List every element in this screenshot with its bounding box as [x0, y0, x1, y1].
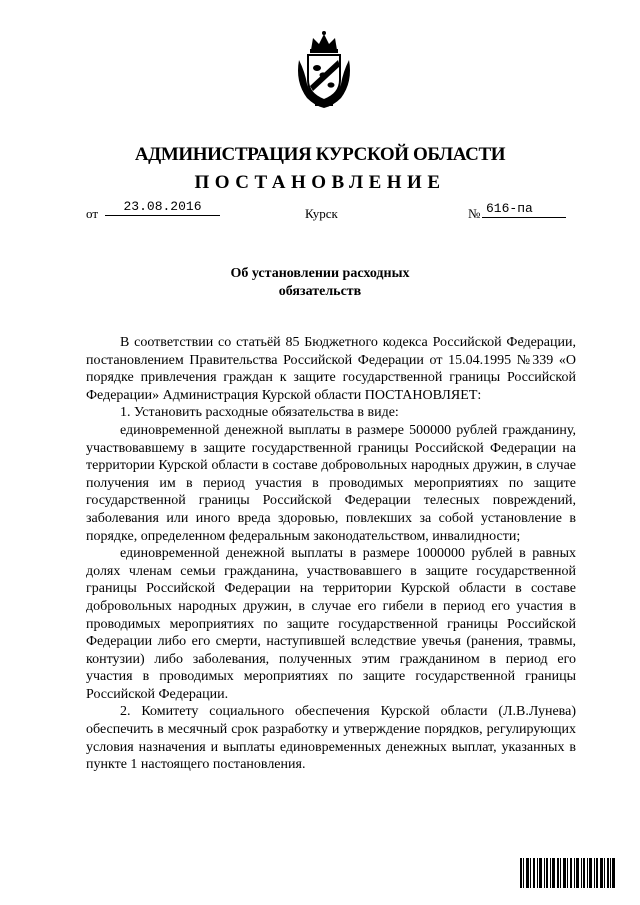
organization-title: АДМИНИСТРАЦИЯ КУРСКОЙ ОБЛАСТИ	[134, 144, 506, 165]
date-prefix: от	[86, 206, 99, 221]
body-paragraph: В соответствии со статьёй 85 Бюджетного кодекса Российской Федерации, постановлением Правительства Российской Федерации от 15.04.1995 №339 «О порядке привлечения граждан к защите государственной границы Российской Федерации» Администрация Курской области ПОСТАНОВЛЯЕТ:	[86, 335, 576, 403]
document-type-title: ПОСТАНОВЛЕНИЕ	[194, 172, 446, 193]
document-subject	[0, 265, 640, 301]
subject-line-2: обязательств	[278, 284, 362, 299]
body-paragraph: единовременной денежной выплаты в размере 500000 рублей гражданину, участвовавшему в защите государственной границы Российской Федерации на территории Курской области в составе добровольных народных дружин, в случае получения им в период участия в проводимых мероприятиях по защите государственной границы Российской Федерации телесных повреждений, заболевания или иного вреда здоровью, повлекших за собой установление в порядке, определенном федеральным законодательством, инвалидности;	[86, 422, 576, 544]
body-paragraph: 2. Комитету социального обеспечения Курской области (Л.В.Лунева) обеспечить в месячный срок разработку и утверждение порядков, регулирующих условия назначения и выплаты единовременных денежных выплат, указанных в пункте 1 настоящего постановления.	[86, 704, 576, 773]
barcode-icon	[520, 858, 615, 888]
subject-line-1: Об установлении расходных	[230, 266, 410, 281]
document-number: 616-па	[482, 201, 566, 218]
body-paragraph: единовременной денежной выплаты в размере 1000000 рублей в равных долях членам семьи гражданина, участвовавшего в защите государственной границы Российской Федерации на территории Курской области в составе добровольных народных дружин, в случае его гибели в период его участия в проводимых мероприятиях по защите государственной границы Российской Федерации либо его смерти, наступившей вследствие увечья (ранения, травмы, контузии) либо заболевания, полученных этим гражданином в период его участия в проводимых мероприятиях по защите государственной границы Российской Федерации.	[86, 546, 576, 702]
body-paragraph: 1. Установить расходные обязательства в виде:	[120, 405, 399, 421]
city-name: Курск	[305, 206, 338, 221]
document-date: 23.08.2016	[105, 199, 220, 216]
number-sign: №	[468, 206, 481, 221]
kursk-coat-of-arms-icon	[293, 30, 355, 110]
document-body	[86, 334, 576, 774]
